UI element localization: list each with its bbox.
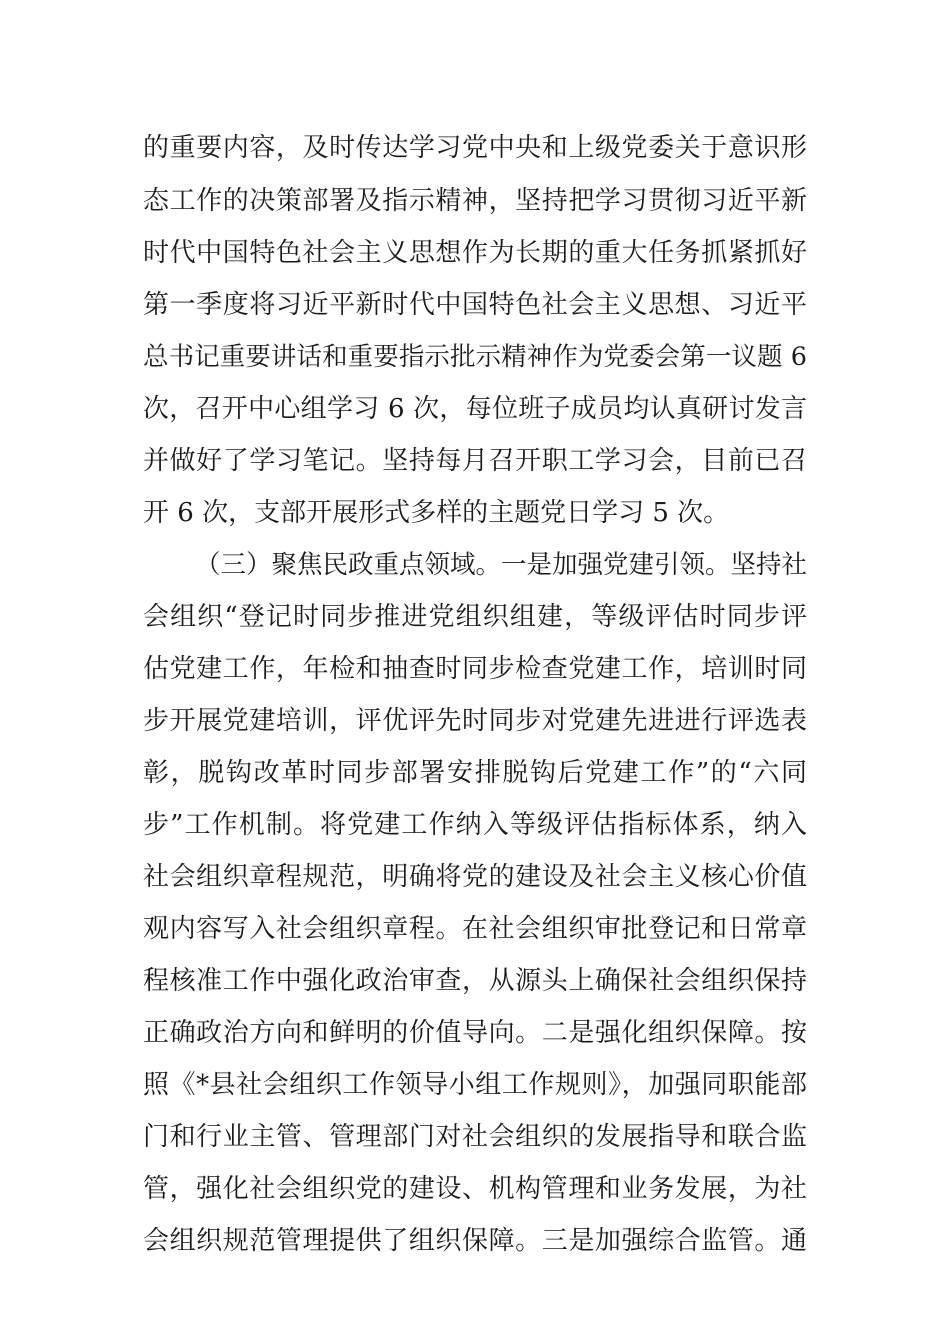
text-line-20: 门和行业主管、管理部门对社会组织的发展指导和联合监 [143, 1122, 807, 1152]
text-line-7: 并做好了学习笔记。坚持每月召开职工学习会，目前已召 [143, 446, 807, 476]
text-line-6: 次，召开中心组学习 6 次，每位班子成员均认真研讨发言 [143, 394, 807, 424]
text-line-14: 步”工作机制。将党建工作纳入等级评估指标体系，纳入 [143, 810, 807, 840]
text-line-10: 会组织“登记时同步推进党组织组建，等级评估时同步评 [143, 602, 807, 632]
text-line-18: 正确政治方向和鲜明的价值导向。二是强化组织保障。按 [143, 1018, 807, 1048]
text-line-21: 管，强化社会组织党的建设、机构管理和业务发展，为社 [143, 1174, 807, 1204]
text-line-15: 社会组织章程规范，明确将党的建设及社会主义核心价值 [143, 862, 807, 892]
text-line-22: 会组织规范管理提供了组织保障。三是加强综合监管。通 [143, 1226, 807, 1256]
text-line-16: 观内容写入社会组织章程。在社会组织审批登记和日常章 [143, 914, 807, 944]
paragraph-3-first-line: （三）聚焦民政重点领域。一是加强党建引领。坚持社 [195, 550, 808, 580]
text-line-12: 步开展党建培训，评优评先时同步对党建先进进行评选表 [143, 706, 807, 736]
text-line-3: 时代中国特色社会主义思想作为长期的重大任务抓紧抓好 [143, 238, 807, 268]
text-line-1: 的重要内容，及时传达学习党中央和上级党委关于意识形 [143, 133, 807, 163]
text-line-17: 程核准工作中强化政治审查，从源头上确保社会组织保持 [143, 966, 807, 996]
text-line-11: 估党建工作，年检和抽查时同步检查党建工作，培训时同 [143, 654, 807, 684]
text-line-8: 开 6 次，支部开展形式多样的主题党日学习 5 次。 [143, 498, 730, 528]
text-line-19: 照《*县社会组织工作领导小组工作规则》，加强同职能部 [143, 1070, 807, 1100]
text-line-13: 彰，脱钩改革时同步部署安排脱钩后党建工作”的“六同 [143, 758, 807, 788]
text-line-5: 总书记重要讲话和重要指示批示精神作为党委会第一议题 6 [143, 342, 807, 372]
text-line-2: 态工作的决策部署及指示精神，坚持把学习贯彻习近平新 [143, 186, 807, 216]
text-line-4: 第一季度将习近平新时代中国特色社会主义思想、习近平 [143, 290, 807, 320]
